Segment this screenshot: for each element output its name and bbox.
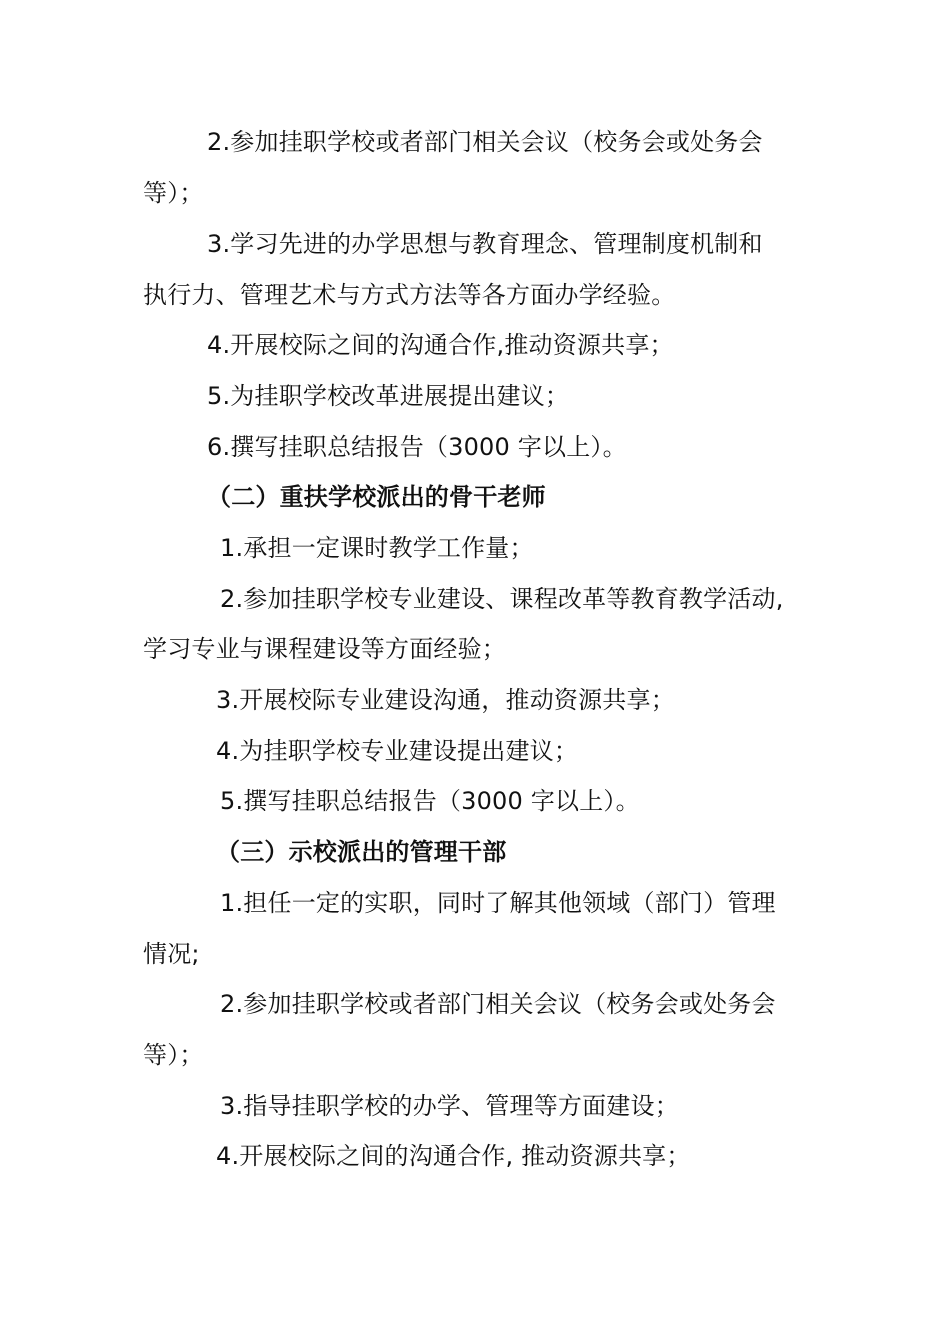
- paragraph-line: 1.担任一定的实职，同时了解其他领域（部门）管理: [220, 889, 776, 917]
- paragraph-line: 4.开展校际之间的沟通合作,推动资源共享；: [207, 331, 674, 359]
- paragraph-line: 4.开展校际之间的沟通合作, 推动资源共享；: [216, 1142, 691, 1170]
- section-heading: （三）示校派出的管理干部: [216, 838, 507, 866]
- paragraph-line: 1.承担一定课时教学工作量；: [220, 534, 534, 562]
- paragraph-line: 2.参加挂职学校或者部门相关会议（校务会或处务会: [207, 128, 763, 156]
- paragraph-line: 3.学习先进的办学思想与教育理念、管理制度机制和: [207, 230, 763, 258]
- paragraph-line: 情况;: [143, 940, 200, 968]
- paragraph-line: 5.为挂职学校改革进展提出建议；: [207, 382, 570, 410]
- paragraph-line: 6.撰写挂职总结报告（3000 字以上）。: [207, 433, 627, 461]
- paragraph-line: 4.为挂职学校专业建设提出建议；: [216, 737, 579, 765]
- paragraph-line: 学习专业与课程建设等方面经验；: [143, 635, 506, 663]
- paragraph-line: 3.指导挂职学校的办学、管理等方面建设；: [220, 1092, 679, 1120]
- section-heading: （二）重扶学校派出的骨干老师: [207, 483, 546, 511]
- paragraph-line: 执行力、管理艺术与方式方法等各方面办学经验。: [143, 281, 676, 309]
- paragraph-line: 5.撰写挂职总结报告（3000 字以上）。: [220, 787, 640, 815]
- paragraph-line: 3.开展校际专业建设沟通，推动资源共享；: [216, 686, 675, 714]
- paragraph-line: 等）；: [143, 179, 204, 207]
- paragraph-line: 等）；: [143, 1041, 204, 1069]
- paragraph-line: 2.参加挂职学校或者部门相关会议（校务会或处务会: [220, 990, 776, 1018]
- paragraph-line: 2.参加挂职学校专业建设、课程改革等教育教学活动,: [220, 585, 784, 613]
